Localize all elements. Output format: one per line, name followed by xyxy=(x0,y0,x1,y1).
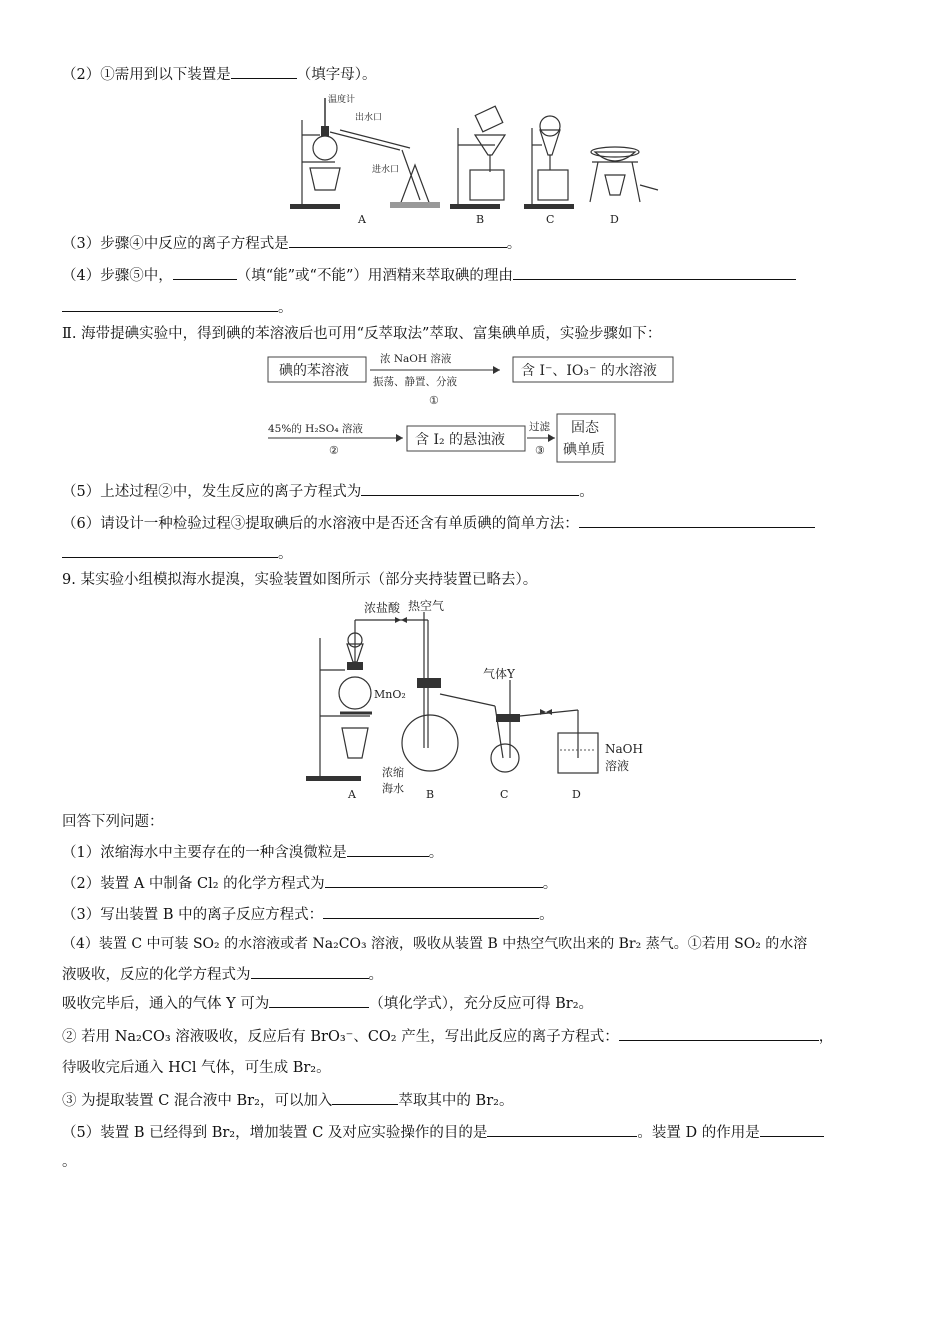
answer-blank[interactable] xyxy=(62,541,278,558)
answer-blank[interactable] xyxy=(579,511,815,528)
apparatus-a-chlorine-generator xyxy=(306,600,428,801)
q9-2-line: （2）装置 A 中制备 Cl₂ 的化学方程式为 。 xyxy=(62,871,557,895)
svg-text:MnO₂: MnO₂ xyxy=(374,688,406,701)
svg-text:海水: 海水 xyxy=(382,782,404,795)
flow-box-3-text: 含 I₂ 的悬浊液 xyxy=(415,432,506,448)
flow-arrow-1-bottom: 振荡、静置、分液 xyxy=(373,376,457,388)
flow-box-4-line-1: 固态 xyxy=(571,420,599,436)
apparatus-d-naoh-beaker xyxy=(558,710,643,801)
q8-2-line: （2）①需用到以下装置是 （填字母）。 xyxy=(62,62,376,86)
q8-6-line-2: 。 xyxy=(62,541,293,565)
q9-3-line: （3）写出装置 B 中的离子反应方程式： 。 xyxy=(62,902,554,926)
svg-text:D: D xyxy=(572,788,581,801)
q8-3-line: （3）步骤④中反应的离子方程式是 。 xyxy=(62,231,521,255)
answer-blank[interactable] xyxy=(289,231,507,248)
svg-text:D: D xyxy=(610,213,619,226)
q9-5-line-2: 。 xyxy=(62,1154,77,1170)
apparatus-c-separatory-funnel xyxy=(524,116,574,226)
answer-blank[interactable] xyxy=(62,295,278,312)
svg-text:C: C xyxy=(546,213,555,226)
apparatus-d-evaporation xyxy=(590,147,658,226)
answer-blank[interactable] xyxy=(173,263,237,280)
apparatus-a-distillation xyxy=(290,93,440,226)
answer-blank[interactable] xyxy=(619,1024,819,1041)
answer-blank[interactable] xyxy=(347,840,429,857)
apparatus-b-filtration xyxy=(450,106,505,226)
flow-arrow-2-top: 45%的 H₂SO₄ 溶液 xyxy=(268,423,363,435)
svg-text:B: B xyxy=(476,213,485,226)
q9-5-line: （5）装置 B 已经得到 Br₂，增加装置 C 及对应实验操作的目的是 。装置 D 的作用是 xyxy=(62,1120,824,1144)
answer-intro: 回答下列问题： xyxy=(62,814,164,830)
svg-text:C: C xyxy=(500,788,509,801)
q9-4-line-5: 待吸收完后通入 HCl 气体，可生成 Br₂。 xyxy=(62,1060,331,1076)
svg-text:A: A xyxy=(358,213,366,226)
answer-blank[interactable] xyxy=(231,62,297,79)
q8-4-line: （4）步骤⑤中， （填“能”或“不能”）用酒精来萃取碘的理由 xyxy=(62,263,796,287)
q8-4-line-2: 。 xyxy=(62,295,293,319)
q9-4-line-3: 吸收完毕后，通入的气体 Y 可为 （填化学式），充分反应可得 Br₂。 xyxy=(62,991,593,1015)
flow-step-2: ② xyxy=(329,444,339,457)
q9-1-line: （1）浓缩海水中主要存在的一种含溴微粒是 。 xyxy=(62,840,443,864)
svg-text:热空气: 热空气 xyxy=(408,599,445,613)
q8-5-line: （5）上述过程②中，发生反应的离子方程式为 。 xyxy=(62,479,594,503)
answer-blank[interactable] xyxy=(251,962,369,979)
svg-text:进水口: 进水口 xyxy=(372,165,400,175)
answer-blank[interactable] xyxy=(487,1120,637,1137)
apparatus-figure-1 xyxy=(280,90,670,230)
q8-6-line: （6）请设计一种检验过程③提取碘后的水溶液中是否还含有单质碘的简单方法： xyxy=(62,511,815,535)
svg-text:出水口: 出水口 xyxy=(355,113,383,123)
flow-step-1: ① xyxy=(429,394,439,407)
q9-4-line-2: 液吸收，反应的化学方程式为 。 xyxy=(62,962,383,986)
svg-text:浓缩: 浓缩 xyxy=(382,766,404,779)
q9-4-line-6: ③ 为提取装置 C 混合液中 Br₂，可以加入 萃取其中的 Br₂。 xyxy=(62,1088,513,1112)
svg-text:NaOH: NaOH xyxy=(605,742,643,756)
svg-text:B: B xyxy=(426,788,435,801)
flow-box-4-line-2: 碘单质 xyxy=(563,442,605,458)
apparatus-figure-2 xyxy=(300,598,660,803)
flow-arrow-1-top: 浓 NaOH 溶液 xyxy=(380,353,452,365)
q9-stem: 9. 某实验小组模拟海水提溴，实验装置如图所示（部分夹持装置已略去）。 xyxy=(62,572,538,588)
flow-step-3: ③ xyxy=(535,444,545,457)
q9-4-line-4: ② 若用 Na₂CO₃ 溶液吸收，反应后有 BrO₃⁻、CO₂ 产生，写出此反应的离子方程式： ， xyxy=(62,1024,833,1048)
q9-4-line-1: （4）装置 C 中可装 SO₂ 的水溶液或者 Na₂CO₃ 溶液，吸收从装置 B 中热空气吹出来的 Br₂ 蒸气。①若用 SO₂ 的水溶 xyxy=(62,936,808,952)
answer-blank[interactable] xyxy=(760,1120,824,1137)
part-ii-intro: Ⅱ. 海带提碘实验中，得到碘的苯溶液后也可用“反萃取法”萃取、富集碘单质，实验步骤如下： xyxy=(62,326,662,342)
answer-blank[interactable] xyxy=(269,991,369,1008)
flow-box-1-text: 碘的苯溶液 xyxy=(279,363,349,379)
answer-blank[interactable] xyxy=(361,479,579,496)
svg-text:溶液: 溶液 xyxy=(605,759,630,773)
svg-text:温度计: 温度计 xyxy=(328,95,356,105)
answer-blank[interactable] xyxy=(323,902,539,919)
answer-blank[interactable] xyxy=(332,1088,398,1105)
svg-text:浓盐酸: 浓盐酸 xyxy=(364,601,401,615)
answer-blank[interactable] xyxy=(325,871,543,888)
svg-text:气体Y: 气体Y xyxy=(483,667,515,681)
svg-text:A: A xyxy=(348,788,356,801)
back-extraction-flow xyxy=(265,350,685,470)
flow-box-2-text: 含 I⁻、IO₃⁻ 的水溶液 xyxy=(521,363,657,379)
flow-arrow-3-top: 过滤 xyxy=(529,421,550,433)
answer-blank[interactable] xyxy=(513,263,796,280)
